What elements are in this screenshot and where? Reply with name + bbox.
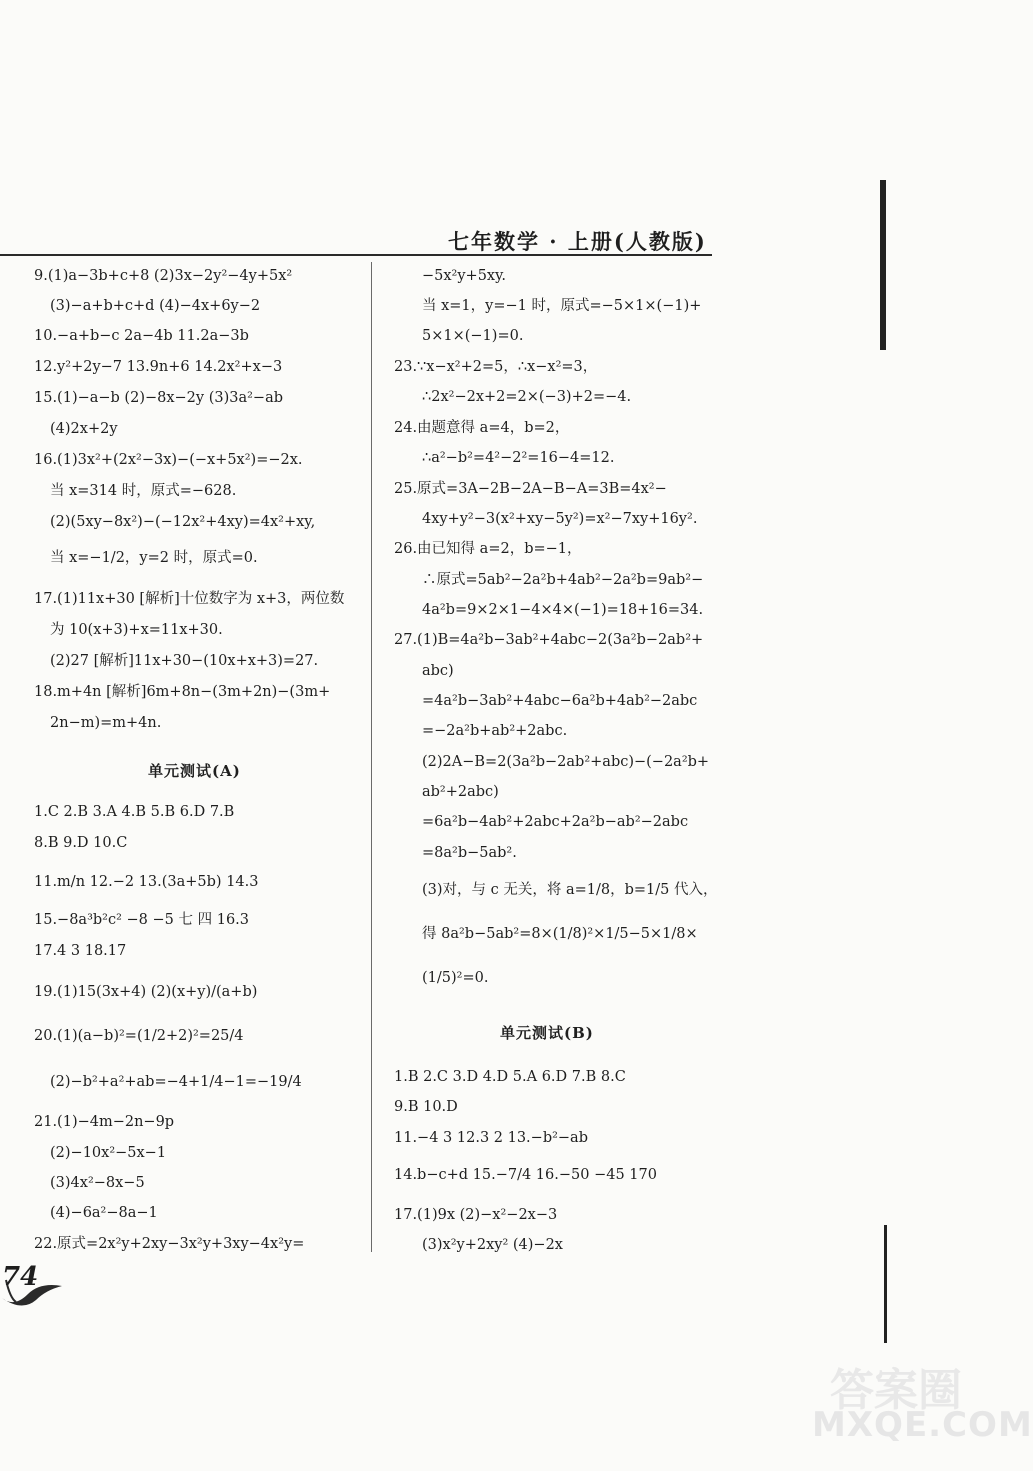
answer-line: =8a²b−5ab². <box>422 845 517 861</box>
answer-line: 17.(1)11x+30 [解析]十位数字为 x+3，两位数 <box>34 591 345 607</box>
answer-line: (4)2x+2y <box>50 421 118 437</box>
answer-line: 24.由题意得 a=4，b=2， <box>394 420 570 436</box>
scan-edge-bar-top <box>880 180 886 350</box>
watermark-logo: 答案圈 <box>830 1365 962 1416</box>
answer-line: 11.−4 3 12.3 2 13.−b²−ab <box>394 1130 588 1146</box>
answer-line: (2)−10x²−5x−1 <box>50 1145 167 1161</box>
answer-line: 当 x=1，y=−1 时，原式=−5×1×(−1)+ <box>422 298 702 314</box>
answer-line: (3)−a+b+c+d (4)−4x+6y−2 <box>50 298 261 314</box>
answer-line: 当 x=−1/2，y=2 时，原式=0. <box>50 550 258 566</box>
scan-edge-bar-bottom <box>884 1225 887 1343</box>
answer-line: ∴2x²−2x+2=2×(−3)+2=−4. <box>422 389 632 405</box>
answer-line: (3)4x²−8x−5 <box>50 1175 145 1191</box>
answer-line: 9.(1)a−3b+c+8 (2)3x−2y²−4y+5x² <box>34 268 293 284</box>
answer-line: (2)−b²+a²+ab=−4+1/4−1=−19/4 <box>50 1074 302 1090</box>
answer-line: 22.原式=2x²y+2xy−3x²y+3xy−4x²y= <box>34 1236 305 1252</box>
answer-line: 4a²b=9×2×1−4×4×(−1)=18+16=34. <box>422 602 704 618</box>
answer-line: 17.4 3 18.17 <box>34 943 127 959</box>
page-header-title: 七年数学 · 上册(人教版) <box>448 229 707 254</box>
section-title-test-a: 单元测试(A) <box>148 762 241 780</box>
answer-line: 1.C 2.B 3.A 4.B 5.B 6.D 7.B <box>34 804 235 820</box>
column-divider <box>371 262 372 1252</box>
answer-line: 21.(1)−4m−2n−9p <box>34 1114 175 1130</box>
answer-line: (2)(5xy−8x²)−(−12x²+4xy)=4x²+xy, <box>50 514 316 530</box>
watermark-site: MXQE.COM <box>812 1405 1033 1445</box>
answer-line: ∴原式=5ab²−2a²b+4ab²−2a²b=9ab²− <box>422 572 704 588</box>
answer-line: =−2a²b+ab²+2abc. <box>422 723 568 739</box>
answer-line: 2n−m)=m+4n. <box>50 715 162 731</box>
answer-line: 16.(1)3x²+(2x²−3x)−(−x+5x²)=−2x. <box>34 452 303 468</box>
answer-line: ab²+2abc) <box>422 784 499 800</box>
answer-line: 12.y²+2y−7 13.9n+6 14.2x²+x−3 <box>34 359 283 375</box>
answer-line: =6a²b−4ab²+2abc+2a²b−ab²−2abc <box>422 814 689 830</box>
answer-line: 9.B 10.D <box>394 1099 458 1115</box>
answer-line: 15.(1)−a−b (2)−8x−2y (3)3a²−ab <box>34 390 283 406</box>
answer-line: (1/5)²=0. <box>422 970 489 986</box>
answer-line: (3)x²y+2xy² (4)−2x <box>422 1237 563 1253</box>
answer-line: 17.(1)9x (2)−x²−2x−3 <box>394 1207 558 1223</box>
header-rule <box>0 254 712 256</box>
section-title-test-b: 单元测试(B) <box>500 1024 594 1042</box>
answer-line: (2)27 [解析]11x+30−(10x+x+3)=27. <box>50 653 319 669</box>
answer-line: 15.−8a³b²c² −8 −5 七 四 16.3 <box>34 912 250 928</box>
answer-line: abc) <box>422 663 454 679</box>
answer-line: ∴a²−b²=4²−2²=16−4=12. <box>422 450 615 466</box>
answer-line: 20.(1)(a−b)²=(1/2+2)²=25/4 <box>34 1028 244 1044</box>
answer-line: −5x²y+5xy. <box>422 268 506 284</box>
answer-line: (2)2A−B=2(3a²b−2ab²+abc)−(−2a²b+ <box>422 754 710 770</box>
answer-line: 10.−a+b−c 2a−4b 11.2a−3b <box>34 328 249 344</box>
page-number: 74 <box>2 1262 39 1292</box>
answer-line: 11.m/n 12.−2 13.(3a+5b) 14.3 <box>34 874 259 890</box>
answer-line: =4a²b−3ab²+4abc−6a²b+4ab²−2abc <box>422 693 698 709</box>
answer-line: 27.(1)B=4a²b−3ab²+4abc−2(3a²b−2ab²+ <box>394 632 704 648</box>
answer-line: 19.(1)15(3x+4) (2)(x+y)/(a+b) <box>34 984 258 1000</box>
answer-line: 8.B 9.D 10.C <box>34 835 128 851</box>
answer-line: (3)对，与 c 无关，将 a=1/8，b=1/5 代入， <box>422 882 718 898</box>
answer-line: 14.b−c+d 15.−7/4 16.−50 −45 170 <box>394 1167 657 1183</box>
answer-line: 26.由已知得 a=2，b=−1， <box>394 541 582 557</box>
answer-line: 当 x=314 时，原式=−628. <box>50 483 237 499</box>
answer-line: 5×1×(−1)=0. <box>422 328 524 344</box>
answer-line: 1.B 2.C 3.D 4.D 5.A 6.D 7.B 8.C <box>394 1069 626 1085</box>
answer-line: 得 8a²b−5ab²=8×(1/8)²×1/5−5×1/8× <box>422 926 698 942</box>
answer-line: 为 10(x+3)+x=11x+30. <box>50 622 223 638</box>
answer-line: 23.∵x−x²+2=5，∴x−x²=3， <box>394 359 598 375</box>
answer-line: (4)−6a²−8a−1 <box>50 1205 158 1221</box>
answer-line: 18.m+4n [解析]6m+8n−(3m+2n)−(3m+ <box>34 684 331 700</box>
answer-line: 4xy+y²−3(x²+xy−5y²)=x²−7xy+16y². <box>422 511 698 527</box>
answer-line: 25.原式=3A−2B−2A−B−A=3B=4x²− <box>394 481 667 497</box>
